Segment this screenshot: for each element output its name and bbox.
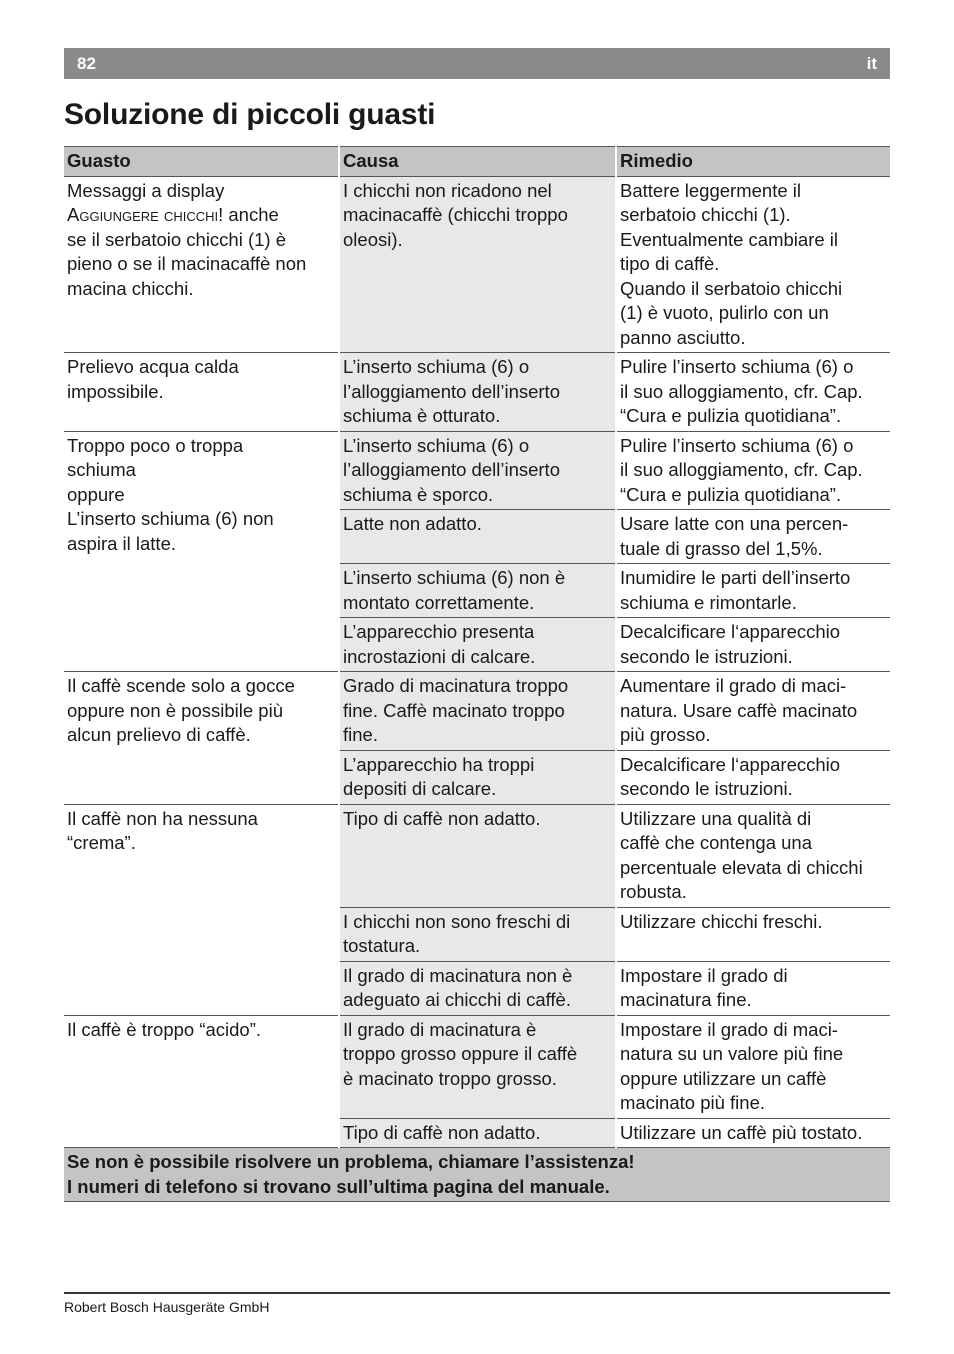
cell-causa (339, 618, 616, 672)
rimedio-line: Decalcificare l‘apparecchio (620, 753, 841, 775)
rimedio-line: Pulire l’inserto schiuma (6) o (620, 356, 854, 377)
cell-guasto (64, 353, 339, 432)
cell-rimedio (616, 431, 890, 510)
causa-line: Tipo di caffè non adatto. (343, 1121, 541, 1143)
assistance-note-line: Se non è possibile risolvere un problema, chiamare l’assistenza! (67, 1151, 635, 1172)
cell-causa (339, 176, 616, 353)
rimedio-line: tuale di grasso del 1,5%. (620, 537, 823, 559)
causa-line: Il grado di macinatura non è (343, 964, 573, 986)
rimedio-line: Eventualmente cambiare il (620, 228, 838, 250)
rimedio-line: Usare latte con una percen- (620, 513, 849, 534)
table-body (64, 176, 890, 1148)
footer-divider (64, 1292, 890, 1294)
table-row (64, 672, 890, 751)
guasto-line: schiuma (67, 459, 136, 480)
causa-line: adeguato ai chicchi di caffè. (343, 989, 571, 1010)
cell-guasto (64, 1015, 339, 1148)
guasto-line: pieno o se il macinacaffè non (67, 253, 307, 274)
causa-line: incrostazioni di calcare. (343, 645, 536, 667)
guasto-line: Il caffè non ha nessuna (67, 807, 258, 829)
rimedio-line: Utilizzare un caffè più tostato. (620, 1121, 863, 1143)
display-message-text: Aggiungere chicchi! (67, 204, 224, 225)
causa-line: macinacaffè (chicchi troppo (343, 204, 568, 225)
causa-line: l’alloggiamento dell’inserto (343, 380, 560, 402)
header-guasto: Guasto (64, 147, 339, 177)
page-header-bar (64, 48, 890, 79)
causa-line: I chicchi non sono freschi di (343, 910, 571, 932)
rimedio-line: macinatura fine. (620, 989, 752, 1010)
guasto-line: Messaggi a display (67, 179, 225, 201)
causa-line: L’inserto schiuma (6) non è (343, 567, 566, 588)
rimedio-line: Impostare il grado di (620, 964, 788, 986)
causa-line: Grado di macinatura troppo (343, 675, 569, 696)
rimedio-line: caffè che contenga una (620, 832, 813, 853)
guasto-line-rest: anche (223, 204, 279, 225)
cell-guasto (64, 672, 339, 805)
cell-rimedio (616, 1015, 890, 1118)
table-row (64, 176, 890, 353)
cell-rimedio (616, 618, 890, 672)
cell-causa (339, 907, 616, 961)
guasto-line: se il serbatoio chicchi (1) è (67, 228, 287, 250)
rimedio-line: il suo alloggiamento, cfr. Cap. (620, 459, 863, 480)
causa-line: I chicchi non ricadono nel (343, 179, 552, 201)
cell-guasto (64, 431, 339, 672)
causa-line: depositi di calcare. (343, 778, 497, 799)
causa-line: fine. Caffè macinato troppo (343, 699, 565, 721)
causa-line: L’inserto schiuma (6) o (343, 356, 530, 377)
cell-causa (339, 1015, 616, 1118)
guasto-line: L’inserto schiuma (6) non (67, 508, 274, 529)
rimedio-line: (1) è vuoto, pulirlo con un (620, 302, 829, 323)
guasto-line: Troppo poco o troppa (67, 434, 244, 456)
assistance-note-line: I numeri di telefono si trovano sull’ultima pagina del manuale. (67, 1175, 610, 1197)
guasto-line: Il caffè è troppo “acido”. (67, 1018, 262, 1040)
causa-line: oleosi). (343, 228, 403, 250)
cell-causa (339, 750, 616, 804)
rimedio-line: Pulire l’inserto schiuma (6) o (620, 434, 854, 456)
page-number: 82 (77, 54, 96, 73)
cell-causa (339, 510, 616, 564)
rimedio-line: secondo le istruzioni. (620, 778, 793, 799)
guasto-line: impossibile. (67, 380, 164, 402)
guasto-line: “crema”. (67, 832, 136, 853)
rimedio-line: schiuma e rimontarle. (620, 591, 797, 613)
table-row (64, 353, 890, 432)
cell-rimedio (616, 907, 890, 961)
rimedio-line: Quando il serbatoio chicchi (620, 277, 843, 299)
cell-guasto (64, 176, 339, 353)
guasto-line: oppure non è possibile più (67, 699, 283, 721)
cell-causa (339, 353, 616, 432)
table-row (64, 1015, 890, 1118)
rimedio-line: Battere leggermente il (620, 179, 801, 201)
language-code: it (866, 54, 877, 73)
rimedio-line: Inumidire le parti dell’inserto (620, 567, 851, 588)
guasto-line: macina chicchi. (67, 277, 194, 299)
cell-causa (339, 1118, 616, 1148)
rimedio-line: Aumentare il grado di maci- (620, 675, 847, 696)
rimedio-line: serbatoio chicchi (1). (620, 204, 791, 225)
rimedio-line: percentuale elevata di chicchi (620, 856, 863, 878)
cell-rimedio (616, 961, 890, 1015)
guasto-line: aspira il latte. (67, 532, 176, 554)
cell-rimedio (616, 672, 890, 751)
causa-line: L’inserto schiuma (6) o (343, 434, 530, 456)
rimedio-line: “Cura e pulizia quotidiana”. (620, 405, 842, 426)
rimedio-line: più grosso. (620, 724, 711, 745)
cell-causa (339, 564, 616, 618)
causa-line: troppo grosso oppure il caffè (343, 1043, 578, 1064)
causa-line: Latte non adatto. (343, 513, 482, 534)
causa-line: L’apparecchio presenta (343, 621, 535, 642)
causa-line: Tipo di caffè non adatto. (343, 807, 541, 829)
rimedio-line: il suo alloggiamento, cfr. Cap. (620, 380, 863, 402)
cell-rimedio (616, 564, 890, 618)
rimedio-line: Impostare il grado di maci- (620, 1018, 838, 1040)
cell-causa (339, 961, 616, 1015)
rimedio-line: natura su un valore più fine (620, 1043, 844, 1064)
troubleshooting-table (64, 146, 890, 1202)
table-row (64, 431, 890, 510)
page-title: Soluzione di piccoli guasti (64, 98, 436, 131)
causa-line: montato correttamente. (343, 591, 535, 613)
causa-line: l’alloggiamento dell’inserto (343, 459, 560, 480)
cell-rimedio (616, 804, 890, 907)
header-rimedio: Rimedio (616, 147, 890, 177)
causa-line: fine. (343, 724, 378, 745)
rimedio-line: oppure utilizzare un caffè (620, 1067, 827, 1089)
cell-causa (339, 431, 616, 510)
guasto-line (67, 203, 335, 228)
rimedio-line: macinato più fine. (620, 1092, 766, 1113)
causa-line: L’apparecchio ha troppi (343, 753, 535, 775)
causa-line: schiuma è sporco. (343, 483, 494, 505)
assistance-note (64, 1148, 890, 1202)
cell-rimedio (616, 353, 890, 432)
guasto-line: Il caffè scende solo a gocce (67, 675, 295, 696)
causa-line: schiuma è otturato. (343, 405, 501, 426)
cell-causa (339, 804, 616, 907)
causa-line: è macinato troppo grosso. (343, 1067, 557, 1089)
guasto-line: oppure (67, 483, 125, 505)
header-causa: Causa (339, 147, 616, 177)
guasto-line: alcun prelievo di caffè. (67, 724, 251, 745)
rimedio-line: secondo le istruzioni. (620, 645, 793, 667)
rimedio-line: natura. Usare caffè macinato (620, 699, 858, 721)
cell-guasto (64, 804, 339, 1015)
cell-rimedio (616, 510, 890, 564)
cell-rimedio (616, 750, 890, 804)
table-footer-row (64, 1148, 890, 1202)
cell-causa (339, 672, 616, 751)
table-row (64, 804, 890, 907)
cell-rimedio (616, 1118, 890, 1148)
causa-line: tostatura. (343, 935, 421, 956)
footer-company: Robert Bosch Hausgeräte GmbH (64, 1299, 270, 1315)
rimedio-line: panno asciutto. (620, 326, 746, 348)
guasto-line: Prelievo acqua calda (67, 356, 239, 377)
rimedio-line: Utilizzare chicchi freschi. (620, 910, 823, 932)
causa-line: Il grado di macinatura è (343, 1018, 537, 1040)
rimedio-line: Utilizzare una qualità di (620, 807, 812, 829)
rimedio-line: “Cura e pulizia quotidiana”. (620, 483, 842, 505)
rimedio-line: robusta. (620, 881, 687, 902)
table-header-row (64, 147, 890, 177)
cell-rimedio (616, 176, 890, 353)
rimedio-line: Decalcificare l‘apparecchio (620, 621, 841, 642)
rimedio-line: tipo di caffè. (620, 253, 720, 274)
